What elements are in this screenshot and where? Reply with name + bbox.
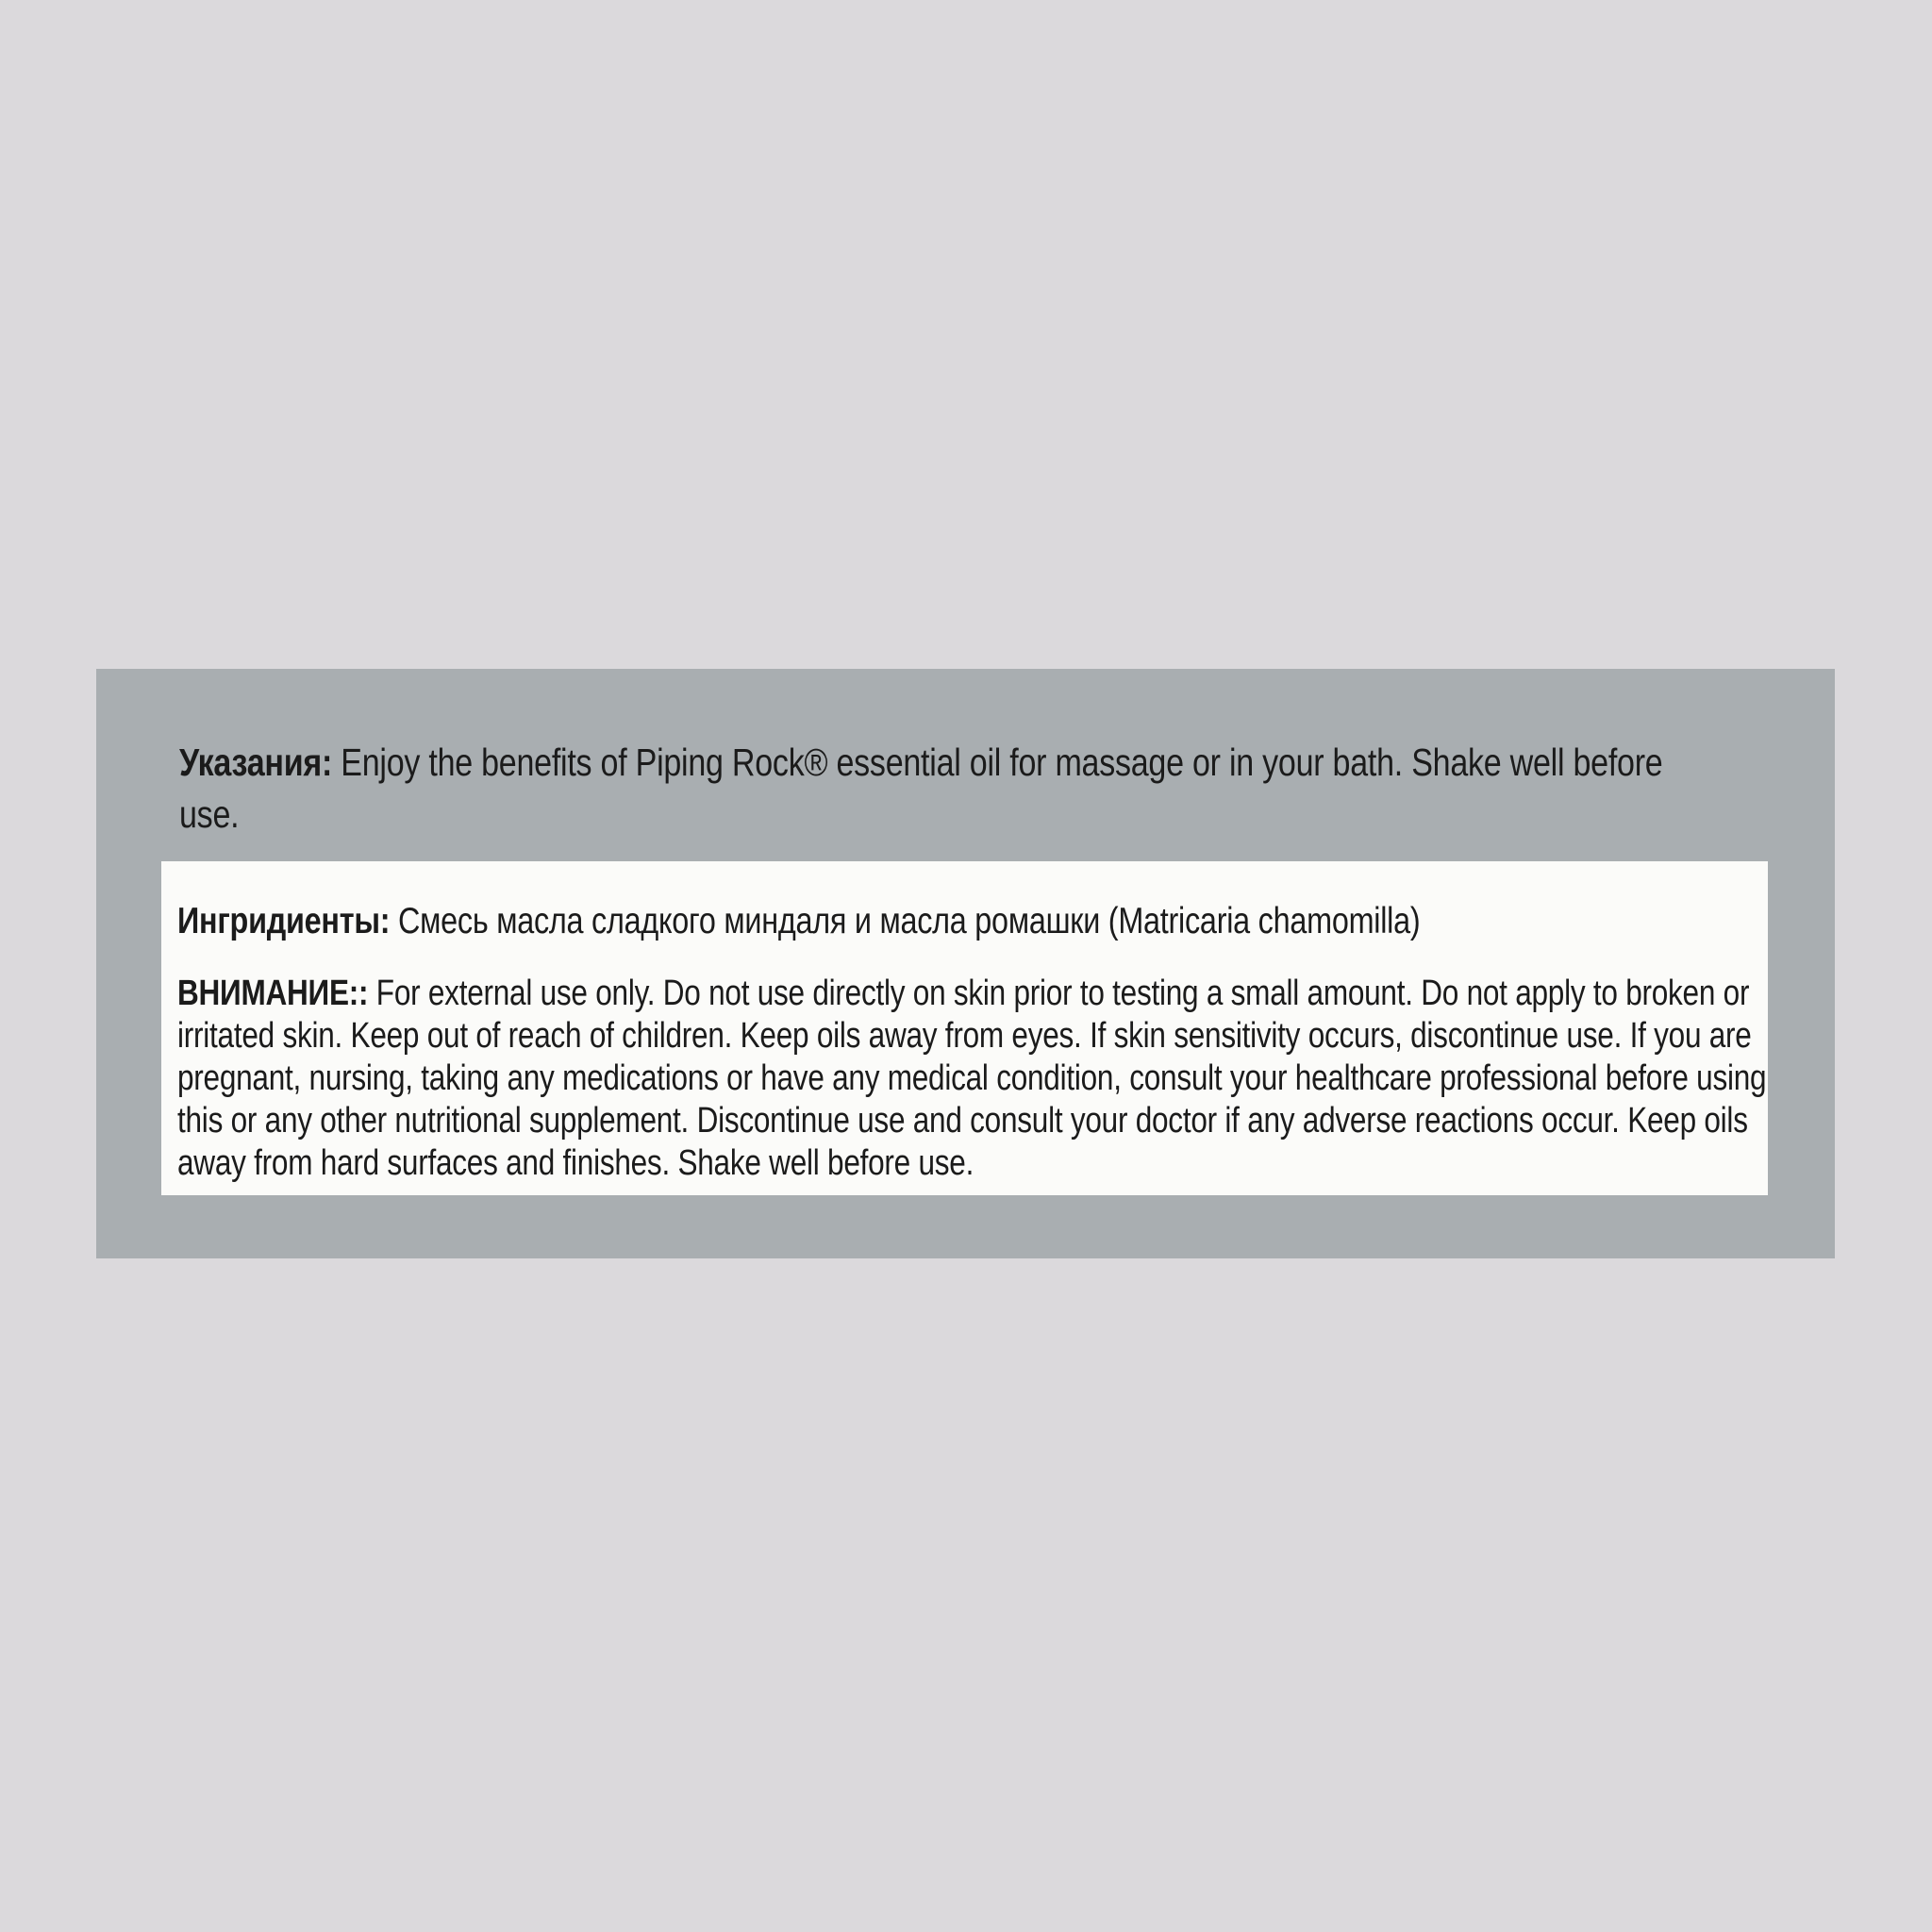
ingredients-paragraph	[177, 899, 1771, 943]
directions-paragraph	[179, 737, 1702, 841]
label-panel	[96, 669, 1835, 1258]
directions-label: Указания:	[179, 741, 333, 784]
ingredients-text: Смесь масла сладкого миндаля и масла ромашки (Matricaria chamomilla)	[398, 901, 1421, 941]
ingredients-label: Ингридиенты:	[177, 901, 391, 941]
caution-label: ВНИМАНИЕ::	[177, 974, 369, 1013]
caution-paragraph	[177, 973, 1771, 1185]
caution-text: For external use only. Do not use directly on skin prior to testing a small amount. Do not apply to broken or irritated skin. Keep out of reach of children. Keep oils away from eyes. If skin sensitivity occurs, discontinue use. If you are pregnant, nursing, taking any medications or have any medical condition, consult your healthcare professional before using this or any other nutritional supplement. Discontinue use and consult your doctor if any adverse reactions occur. Keep oils away from hard surfaces and finishes. Shake well before use.	[177, 974, 1767, 1183]
ingredients-caution-box	[161, 861, 1768, 1195]
directions-text: Enjoy the benefits of Piping Rock® essential oil for massage or in your bath. Shake well before use.	[179, 741, 1663, 836]
